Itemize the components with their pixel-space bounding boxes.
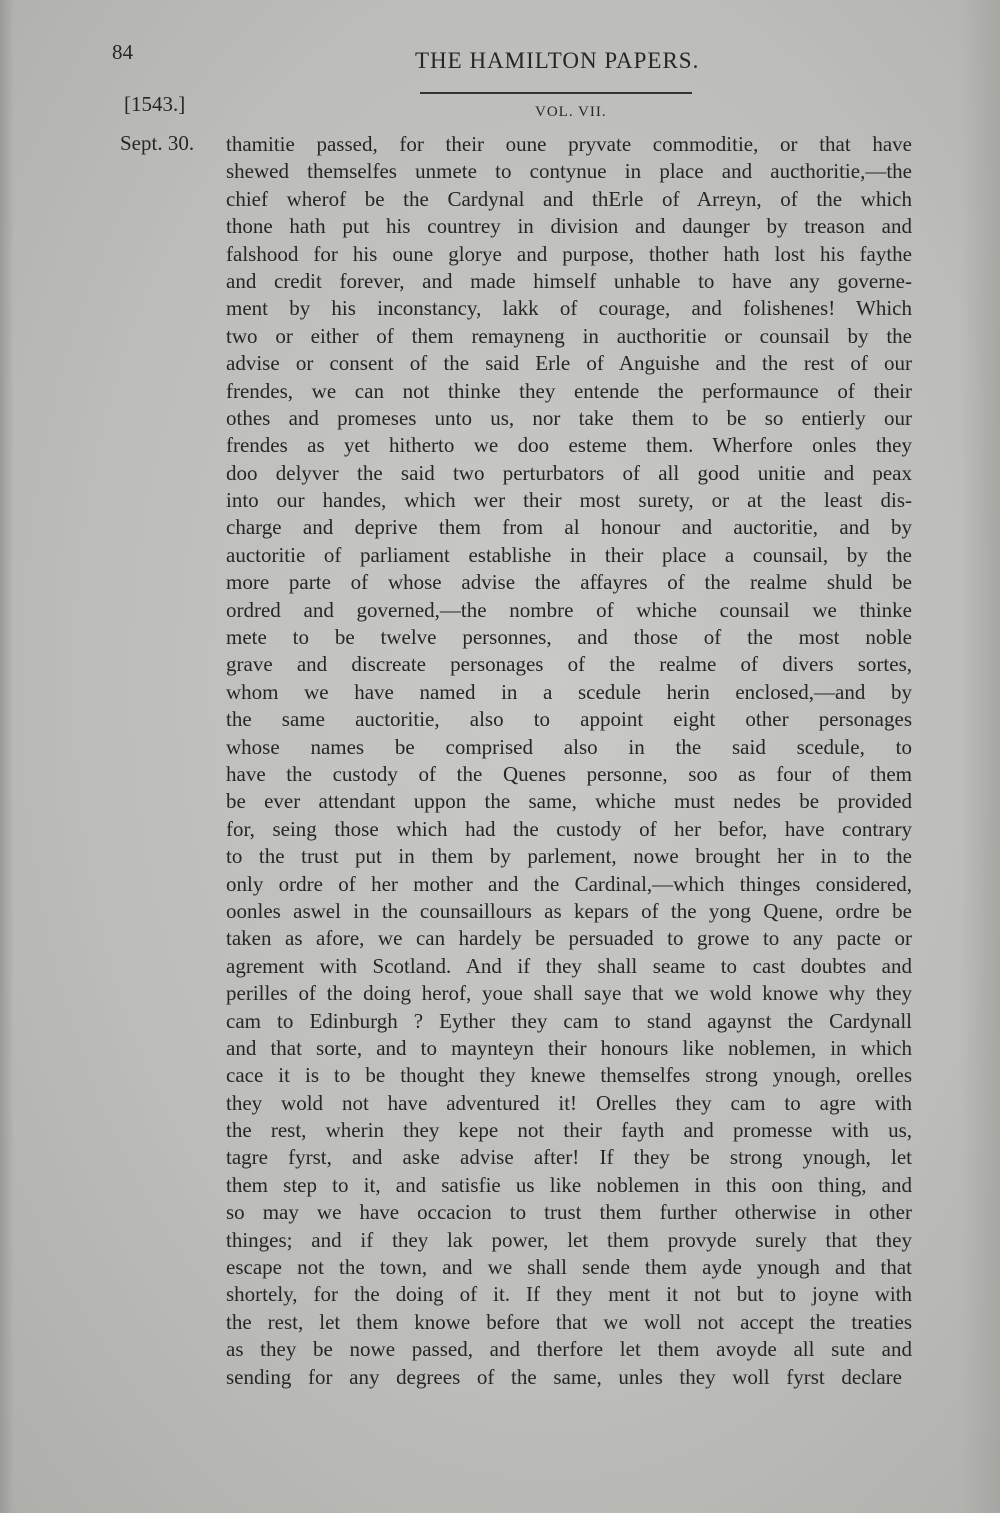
text-line: cace it is to be thought they knewe themselfes strong ynough, orelles xyxy=(226,1063,912,1088)
text-line: whose names be comprised also in the said scedule, to xyxy=(226,734,912,759)
text-line: taken as afore, we can hardely be persuaded to growe to any pacte or xyxy=(226,926,912,951)
volume-label: VOL. VII. xyxy=(535,104,607,120)
text-line: thinges; and if they lak power, let them provyde surely that they xyxy=(226,1227,912,1252)
text-line: othes and promeses unto us, nor take them to be so entierly our xyxy=(226,405,912,430)
margin-date: Sept. 30. xyxy=(120,131,195,155)
text-line: and credit forever, and made himself unhable to have any governe- xyxy=(226,268,912,293)
text-line: they wold not have adventured it! Orelles they cam to agre with xyxy=(226,1090,912,1115)
text-line: more parte of whose advise the affayres of the realme shuld be xyxy=(226,570,912,595)
text-line: thone hath put his countrey in division and daunger by treason and xyxy=(226,214,912,239)
text-line: ment by his inconstancy, lakk of courage, and folishenes! Which xyxy=(226,296,912,321)
year-marker: [1543.] xyxy=(124,92,186,116)
text-line: falshood for his oune glorye and purpose, thother hath lost his faythe xyxy=(226,241,912,266)
page-edge-shadow-left xyxy=(0,0,14,1513)
text-line: have the custody of the Quenes personne, soo as four of them xyxy=(226,761,912,786)
body-text xyxy=(226,131,912,1391)
text-line: frendes, we can not thinke they entende the performaunce of their xyxy=(226,378,912,403)
text-line: shewed themselfes unmete to contynue in place and aucthoritie,—the xyxy=(226,159,912,184)
text-line: the rest, let them knowe before that we woll not accept the treaties xyxy=(226,1309,912,1334)
text-line: to the trust put in them by parlement, nowe brought her in to the xyxy=(226,844,912,869)
page-number: 84 xyxy=(112,40,133,64)
text-line: the rest, wherin they kepe not their fayth and promesse with us, xyxy=(226,1118,912,1143)
text-line: for, seing those which had the custody of her befor, have contrary xyxy=(226,816,912,841)
text-line: escape not the town, and we shall sende them ayde ynough and that xyxy=(226,1255,912,1280)
text-line: as they be nowe passed, and therfore let them avoyde all sute and xyxy=(226,1337,912,1362)
text-line: so may we have occacion to trust them further otherwise in other xyxy=(226,1200,912,1225)
text-line: two or either of them remayneng in aucthoritie or counsail by the xyxy=(226,323,912,348)
text-line: doo delyver the said two perturbators of all good unitie and peax xyxy=(226,460,912,485)
text-line: and that sorte, and to maynteyn their honours like noblemen, in which xyxy=(226,1035,912,1060)
text-line: thamitie passed, for their oune pryvate commoditie, or that have xyxy=(226,132,912,156)
text-line: them step to it, and satisfie us like noblemen in this oon thing, and xyxy=(226,1172,912,1197)
text-line: be ever attendant uppon the same, whiche must nedes be provided xyxy=(226,789,912,814)
text-line: auctoritie of parliament establishe in their place a counsail, by the xyxy=(226,542,912,567)
text-line: perilles of the doing herof, youe shall saye that we wold knowe why they xyxy=(226,981,912,1006)
text-line: oonles aswel in the counsaillours as kepars of the yong Quene, ordre be xyxy=(226,898,912,923)
text-line: the same auctoritie, also to appoint eight other personages xyxy=(226,707,912,732)
text-line: charge and deprive them from al honour and auctoritie, and by xyxy=(226,515,912,540)
text-line: ordred and governed,—the nombre of whiche counsail we thinke xyxy=(226,597,912,622)
text-line: advise or consent of the said Erle of Anguishe and the rest of our xyxy=(226,351,912,376)
header-rule xyxy=(420,92,692,94)
text-line: grave and discreate personages of the realme of divers sortes, xyxy=(226,652,912,677)
text-line: agrement with Scotland. And if they shall seame to cast doubtes and xyxy=(226,953,912,978)
running-title: THE HAMILTON PAPERS. xyxy=(415,48,700,73)
text-line: shortely, for the doing of it. If they ment it not but to joyne with xyxy=(226,1282,912,1307)
text-line: frendes as yet hitherto we doo esteme them. Wherfore onles they xyxy=(226,433,912,458)
text-line: mete to be twelve personnes, and those of the most noble xyxy=(226,625,912,650)
text-line: tagre fyrst, and aske advise after! If they be strong ynough, let xyxy=(226,1145,912,1170)
text-line: sending for any degrees of the same, unles they woll fyrst declare xyxy=(226,1364,902,1389)
page-edge-shadow-right xyxy=(960,0,1000,1513)
text-line: chief wherof be the Cardynal and thErle of Arreyn, of the which xyxy=(226,186,912,211)
text-line: whom we have named in a scedule herin enclosed,—and by xyxy=(226,679,912,704)
text-line: only ordre of her mother and the Cardinal,—which thinges considered, xyxy=(226,871,912,896)
text-line: into our handes, which wer their most surety, or at the least dis- xyxy=(226,488,912,513)
text-line: cam to Edinburgh ? Eyther they cam to stand agaynst the Cardynall xyxy=(226,1008,912,1033)
